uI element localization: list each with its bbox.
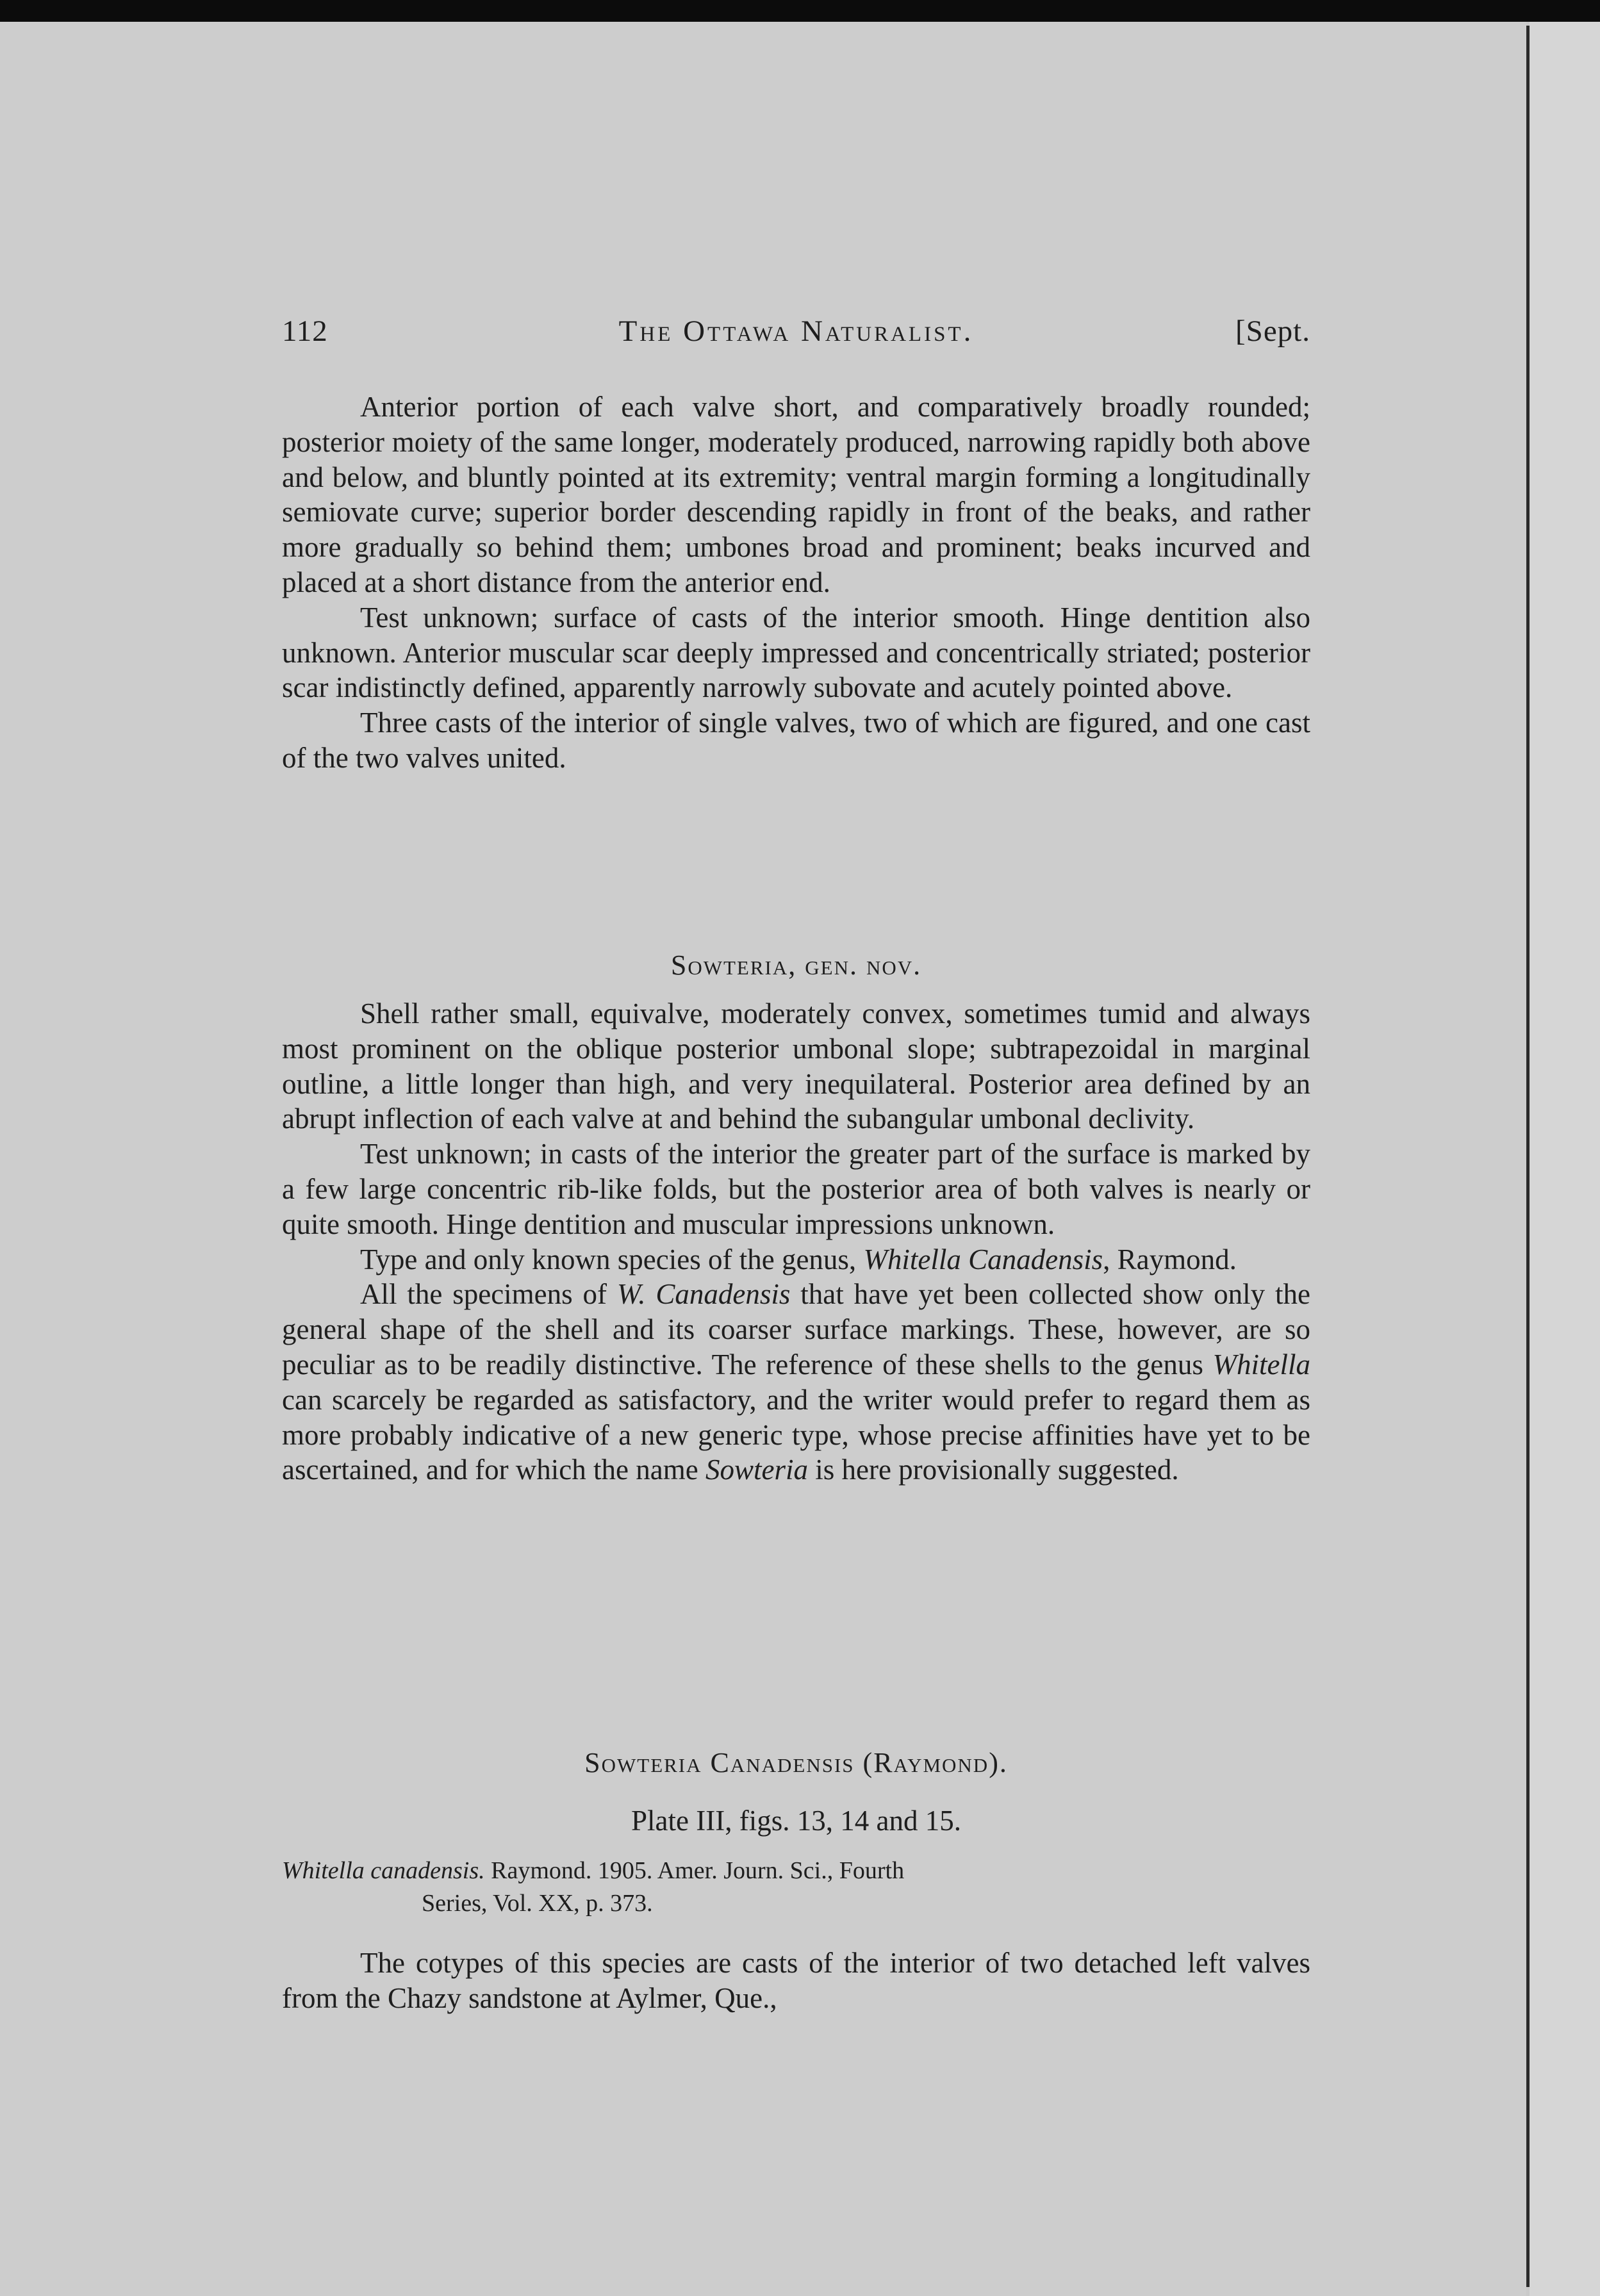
paragraph-shell-description: Shell rather small, equivalve, moderately convex, sometimes tumid and always most prominent on the oblique posterior umbonal slope; subtrapezoidal in marginal outline, a little longer than high, and very inequilateral. Posterior area defined by an abrupt inflection of each valve at and behind the subangular umbonal declivity. bbox=[282, 997, 1310, 1135]
paragraph-type-species: Type and only known species of the genus, Whitella Canadensis, Raymond. bbox=[360, 1243, 1237, 1275]
plate-line: Plate III, figs. 13, 14 and 15. bbox=[631, 1805, 961, 1837]
synonymy-block bbox=[282, 1855, 1310, 1920]
genus-description bbox=[282, 996, 1310, 1488]
issue-month: [Sept. bbox=[1235, 315, 1310, 348]
body-text-block bbox=[282, 390, 1310, 776]
running-header bbox=[282, 314, 1310, 352]
scan-right-margin bbox=[1530, 22, 1600, 2296]
genus-section bbox=[282, 948, 1310, 983]
paragraph-specimens: All the specimens of W. Canadensis that have yet been collected show only the general shape of the shell and its coarser surface markings. These, however, are so peculiar as to be readily distinctive. The reference of these shells to the genus Whitella can scarcely be regarded as satisfactory, and the writer would prefer to regard them as more probably indicative of a new generic type, whose precise affinities have yet to be ascertained, and for which the name Sowteria is here provisionally suggested. bbox=[282, 1278, 1310, 1486]
plate-reference bbox=[282, 1803, 1310, 1838]
species-section bbox=[282, 1746, 1310, 1780]
page-number: 112 bbox=[282, 315, 328, 348]
synonymy-entry: Whitella canadensis. Raymond. 1905. Amer. Journ. Sci., Fourth Series, Vol. XX, p. 373. bbox=[282, 1857, 905, 1917]
paragraph-test-casts: Test unknown; in casts of the interior the greater part of the surface is marked by a few large concentric rib-like folds, but the posterior area of both valves is nearly or quite smooth. Hinge dentition and muscular impressions unknown. bbox=[282, 1138, 1310, 1240]
paragraph-cotypes: The cotypes of this species are casts of the interior of two detached left valves from the Chazy sandstone at Aylmer, Que., bbox=[282, 1947, 1310, 2014]
closing-text bbox=[282, 1946, 1310, 2016]
scan-top-border bbox=[0, 0, 1600, 22]
paragraph-anterior-portion: Anterior portion of each valve short, and comparatively broadly rounded; posterior moiety of the same longer, moderately produced, narrowing rapidly both above and below, and bluntly pointed at its extremity; ventral margin forming a longitudinally semiovate curve; superior border descending rapidly in front of the beaks, and rather more gradually so behind them; umbones broad and prominent; beaks incurved and placed at a short distance from the anterior end. bbox=[282, 391, 1310, 598]
paragraph-three-casts: Three casts of the interior of single valves, two of which are figured, and one cast of the two valves united. bbox=[282, 707, 1310, 774]
genus-heading: Sowteria, gen. nov. bbox=[670, 949, 922, 981]
species-name-italic: Whitella Canadensis bbox=[863, 1243, 1103, 1275]
journal-title: The Ottawa Naturalist. bbox=[618, 315, 974, 348]
species-heading: Sowteria Canadensis (Raymond). bbox=[584, 1747, 1008, 1778]
paragraph-test-unknown: Test unknown; surface of casts of the interior smooth. Hinge dentition also unknown. Anterior muscular scar deeply impressed and concentrically striated; posterior scar indistinctly defined, apparently narrowly subovate and acutely pointed above. bbox=[282, 601, 1310, 704]
